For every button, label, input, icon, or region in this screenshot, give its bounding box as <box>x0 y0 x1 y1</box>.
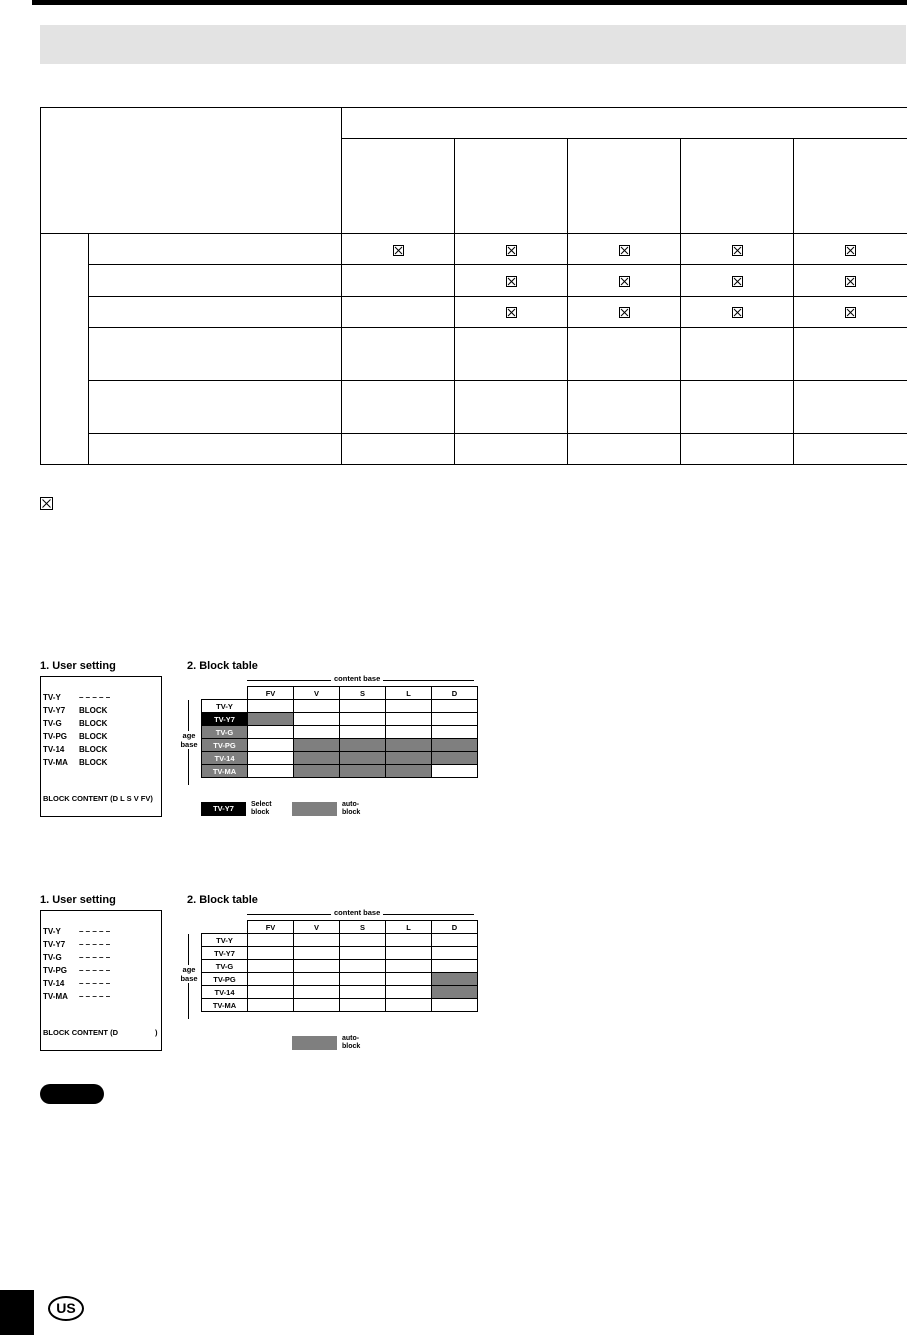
table-cell <box>340 713 386 726</box>
row-rating-label: TV-Y7 <box>202 947 248 960</box>
table-row <box>202 960 478 973</box>
table-row-group-cell <box>41 234 89 465</box>
table-cell <box>294 934 340 947</box>
x-box-icon <box>845 305 856 319</box>
blocked-cell <box>294 765 340 778</box>
table-cell <box>248 726 294 739</box>
x-box-icon <box>845 273 856 287</box>
table-corner-cell <box>202 921 248 934</box>
setting-row: TV-G – – – – – <box>43 953 111 962</box>
table-cell <box>432 726 478 739</box>
table-cell <box>794 296 907 327</box>
setting-row: TV-Y – – – – – <box>43 927 111 936</box>
setting-row: TV-Y7 BLOCK <box>43 706 108 715</box>
table-cell <box>248 973 294 986</box>
table-cell <box>386 726 432 739</box>
table-cell <box>340 726 386 739</box>
block-content-close: ) <box>155 1028 158 1037</box>
table-cell <box>455 296 568 327</box>
table-cell <box>386 934 432 947</box>
table-cell <box>342 296 455 327</box>
table-row-label <box>89 296 342 327</box>
setting-row: TV-MA – – – – – <box>43 992 111 1001</box>
table-cell <box>455 327 568 380</box>
setting-row: TV-14 BLOCK <box>43 745 108 754</box>
table-cell <box>294 947 340 960</box>
table-cell <box>386 947 432 960</box>
table-cell <box>340 986 386 999</box>
x-box-icon <box>732 273 743 287</box>
table-cell <box>568 234 681 265</box>
table-cell <box>794 380 907 433</box>
blocked-cell <box>340 752 386 765</box>
table-row-label <box>89 265 342 296</box>
table-cell <box>568 327 681 380</box>
table-cell <box>340 700 386 713</box>
column-header: L <box>386 687 432 700</box>
table-cell <box>248 960 294 973</box>
table-row <box>202 934 478 947</box>
row-rating-label: TV-PG <box>202 973 248 986</box>
row-rating-label: TV-MA <box>202 765 248 778</box>
column-header: V <box>294 687 340 700</box>
table-cell <box>681 327 794 380</box>
table-cell <box>248 947 294 960</box>
table-cell <box>248 700 294 713</box>
blocked-cell <box>386 739 432 752</box>
user-setting-box <box>40 910 162 1051</box>
table-col-header <box>568 139 681 234</box>
x-box-icon <box>845 242 856 256</box>
column-header: FV <box>248 921 294 934</box>
table-cell <box>455 234 568 265</box>
table-cell <box>794 433 907 464</box>
blocked-cell <box>386 752 432 765</box>
table-cell <box>455 265 568 296</box>
table-cell <box>432 700 478 713</box>
row-rating-label: TV-14 <box>202 986 248 999</box>
table-row <box>202 752 478 765</box>
table-cell <box>568 380 681 433</box>
table-col-header <box>342 139 455 234</box>
row-rating-label: TV-G <box>202 960 248 973</box>
table-cell <box>294 999 340 1012</box>
table-cell <box>294 986 340 999</box>
blocked-cell <box>432 739 478 752</box>
table-cell <box>248 752 294 765</box>
page-tab <box>0 1290 34 1335</box>
table-cell <box>340 999 386 1012</box>
table-cell <box>568 296 681 327</box>
legend-auto-text: auto- block <box>342 801 361 816</box>
table-cell <box>248 934 294 947</box>
table-cell <box>681 296 794 327</box>
legend-auto-swatch <box>292 802 337 816</box>
table-cell <box>340 960 386 973</box>
table-cell <box>681 433 794 464</box>
setting-row: TV-PG – – – – – <box>43 966 111 975</box>
table-col-header <box>681 139 794 234</box>
row-rating-label: TV-14 <box>202 752 248 765</box>
x-box-icon <box>506 273 517 287</box>
blocked-cell <box>294 752 340 765</box>
setting-row: TV-Y – – – – – <box>43 693 111 702</box>
age-base-label: age base <box>177 965 201 983</box>
table-cell <box>342 433 455 464</box>
legend-auto-text: auto- block <box>342 1035 361 1050</box>
table-row <box>202 999 478 1012</box>
table-cell <box>386 960 432 973</box>
setting-row: TV-MA BLOCK <box>43 758 108 767</box>
table-cell <box>386 700 432 713</box>
table-cell <box>568 433 681 464</box>
table-cell <box>340 947 386 960</box>
table-cell <box>294 973 340 986</box>
block-table <box>201 920 478 1012</box>
note-badge <box>40 1084 104 1104</box>
table-cell <box>294 960 340 973</box>
table-cell <box>340 934 386 947</box>
legend-select-text: Select block <box>251 801 272 816</box>
content-base-label: content base <box>331 674 383 683</box>
rating-table <box>40 107 907 465</box>
user-setting-title: 1. User setting <box>40 894 116 906</box>
row-rating-label: TV-G <box>202 726 248 739</box>
table-cell <box>432 765 478 778</box>
setting-row: TV-G BLOCK <box>43 719 108 728</box>
blocked-cell <box>432 973 478 986</box>
block-table-title: 2. Block table <box>187 894 258 906</box>
section-header-bar <box>40 25 906 64</box>
table-cell <box>294 726 340 739</box>
x-box-icon <box>732 242 743 256</box>
blocked-cell <box>432 752 478 765</box>
x-box-icon <box>393 242 404 256</box>
x-box-icon <box>619 305 630 319</box>
table-cell <box>681 380 794 433</box>
table-group-header <box>342 108 907 139</box>
setting-row: TV-PG BLOCK <box>43 732 108 741</box>
legend-select-swatch: TV-Y7 <box>201 802 246 816</box>
content-base-label: content base <box>331 908 383 917</box>
column-header: D <box>432 687 478 700</box>
column-header: FV <box>248 687 294 700</box>
row-rating-label: TV-MA <box>202 999 248 1012</box>
block-table <box>201 686 478 778</box>
row-rating-label: TV-PG <box>202 739 248 752</box>
table-row <box>202 986 478 999</box>
table-cell <box>342 234 455 265</box>
table-cell <box>294 713 340 726</box>
table-row <box>202 947 478 960</box>
table-row <box>202 700 478 713</box>
region-badge: US <box>48 1296 84 1321</box>
setting-row: TV-14 – – – – – <box>43 979 111 988</box>
table-cell <box>386 986 432 999</box>
user-setting-box <box>40 676 162 817</box>
table-row <box>202 713 478 726</box>
table-cell <box>455 433 568 464</box>
table-cell <box>794 234 907 265</box>
table-col-header <box>794 139 907 234</box>
x-box-icon <box>40 497 53 510</box>
table-row <box>202 726 478 739</box>
table-cell <box>386 973 432 986</box>
table-row-label <box>89 234 342 265</box>
table-row-label <box>89 380 342 433</box>
table-cell <box>455 380 568 433</box>
table-cell <box>432 947 478 960</box>
table-cell <box>248 999 294 1012</box>
table-row-label <box>89 433 342 464</box>
table-col-header <box>455 139 568 234</box>
table-cell <box>681 265 794 296</box>
table-cell <box>432 960 478 973</box>
table-cell <box>794 265 907 296</box>
legend-auto-swatch <box>292 1036 337 1050</box>
table-cell <box>248 739 294 752</box>
column-header: V <box>294 921 340 934</box>
blocked-cell <box>432 986 478 999</box>
table-cell <box>248 986 294 999</box>
table-cell <box>342 327 455 380</box>
row-rating-label: TV-Y <box>202 700 248 713</box>
table-row <box>202 739 478 752</box>
setting-row: TV-Y7 – – – – – <box>43 940 111 949</box>
age-base-label: age base <box>177 731 201 749</box>
row-rating-label: TV-Y7 <box>202 713 248 726</box>
block-content-label: BLOCK CONTENT (D L S V FV) <box>43 794 153 803</box>
column-header: S <box>340 687 386 700</box>
table-corner-cell <box>202 687 248 700</box>
blocked-cell <box>248 713 294 726</box>
table-cell <box>386 713 432 726</box>
blocked-cell <box>294 739 340 752</box>
table-cell <box>568 265 681 296</box>
table-cell <box>794 327 907 380</box>
block-table-title: 2. Block table <box>187 660 258 672</box>
table-cell <box>248 765 294 778</box>
table-cell <box>386 999 432 1012</box>
table-corner-cell <box>41 108 342 234</box>
table-cell <box>294 700 340 713</box>
x-box-icon <box>619 242 630 256</box>
table-cell <box>432 713 478 726</box>
column-header: L <box>386 921 432 934</box>
table-row-label <box>89 327 342 380</box>
column-header: D <box>432 921 478 934</box>
blocked-cell <box>386 765 432 778</box>
table-row <box>202 765 478 778</box>
row-rating-label: TV-Y <box>202 934 248 947</box>
table-cell <box>432 934 478 947</box>
x-box-icon <box>506 242 517 256</box>
table-cell <box>681 234 794 265</box>
x-box-icon <box>506 305 517 319</box>
table-cell <box>342 380 455 433</box>
x-box-icon <box>619 273 630 287</box>
blocked-cell <box>340 765 386 778</box>
block-content-label: BLOCK CONTENT (D <box>43 1028 118 1037</box>
blocked-cell <box>340 739 386 752</box>
x-box-icon <box>732 305 743 319</box>
table-cell <box>342 265 455 296</box>
table-row <box>202 973 478 986</box>
column-header: S <box>340 921 386 934</box>
user-setting-title: 1. User setting <box>40 660 116 672</box>
table-cell <box>432 999 478 1012</box>
table-cell <box>340 973 386 986</box>
top-rule <box>32 0 907 5</box>
